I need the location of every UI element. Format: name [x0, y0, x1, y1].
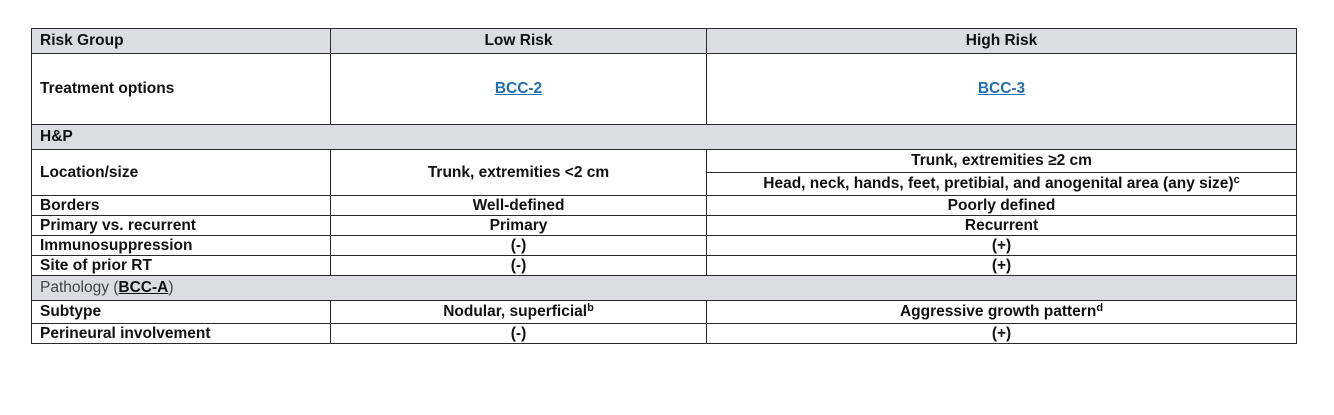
bcc-2-link[interactable]: BCC-2	[494, 80, 543, 97]
subtype-row	[32, 301, 1297, 324]
subtype-low	[331, 301, 707, 324]
risk-group-table	[31, 28, 1297, 344]
primary-recurrent-row	[32, 216, 1297, 236]
primary-recurrent-label: Primary vs. recurrent	[32, 216, 331, 236]
perineural-low: (-)	[331, 324, 707, 344]
prior-rt-low: (-)	[331, 256, 707, 276]
borders-label: Borders	[32, 196, 331, 216]
borders-high: Poorly defined	[707, 196, 1297, 216]
hp-section-row	[32, 125, 1297, 150]
borders-row	[32, 196, 1297, 216]
footnote-c: c	[1233, 174, 1240, 186]
immunosuppression-high: (+)	[707, 236, 1297, 256]
immunosuppression-low: (-)	[331, 236, 707, 256]
subtype-label: Subtype	[32, 301, 331, 324]
pathology-section-label	[32, 276, 1297, 301]
bcc-3-link[interactable]: BCC-3	[977, 80, 1026, 97]
hp-section-label: H&P	[32, 125, 1297, 150]
immunosuppression-row	[32, 236, 1297, 256]
pathology-section-row	[32, 276, 1297, 301]
immunosuppression-label: Immunosuppression	[32, 236, 331, 256]
header-low-risk: Low Risk	[331, 29, 707, 54]
subtype-high	[707, 301, 1297, 324]
subtype-high-text: Aggressive growth pattern	[899, 303, 1097, 320]
header-row	[32, 29, 1297, 54]
prior-rt-high: (+)	[707, 256, 1297, 276]
treatment-low-cell	[331, 54, 707, 125]
pathology-text: Pathology (	[40, 279, 119, 296]
borders-low: Well-defined	[331, 196, 707, 216]
prior-rt-row	[32, 256, 1297, 276]
header-risk-group: Risk Group	[32, 29, 331, 54]
location-size-high-2	[707, 173, 1297, 196]
location-size-low: Trunk, extremities <2 cm	[331, 150, 707, 196]
primary-recurrent-low: Primary	[331, 216, 707, 236]
pathology-suffix: )	[168, 279, 174, 296]
primary-recurrent-high: Recurrent	[707, 216, 1297, 236]
location-size-high-2-text: Head, neck, hands, feet, pretibial, and anogenital area (any size)	[763, 175, 1234, 192]
treatment-options-row	[32, 54, 1297, 125]
perineural-label: Perineural involvement	[32, 324, 331, 344]
header-high-risk: High Risk	[707, 29, 1297, 54]
perineural-high: (+)	[707, 324, 1297, 344]
location-size-high-1: Trunk, extremities ≥2 cm	[707, 150, 1297, 173]
subtype-low-text: Nodular, superficial	[443, 303, 588, 320]
treatment-options-label: Treatment options	[32, 54, 331, 125]
bcc-a-link[interactable]: BCC-A	[118, 279, 169, 296]
prior-rt-label: Site of prior RT	[32, 256, 331, 276]
location-size-label: Location/size	[32, 150, 331, 196]
treatment-high-cell	[707, 54, 1297, 125]
footnote-d: d	[1096, 302, 1104, 314]
perineural-row	[32, 324, 1297, 344]
location-size-row	[32, 150, 1297, 173]
footnote-b: b	[587, 302, 594, 314]
